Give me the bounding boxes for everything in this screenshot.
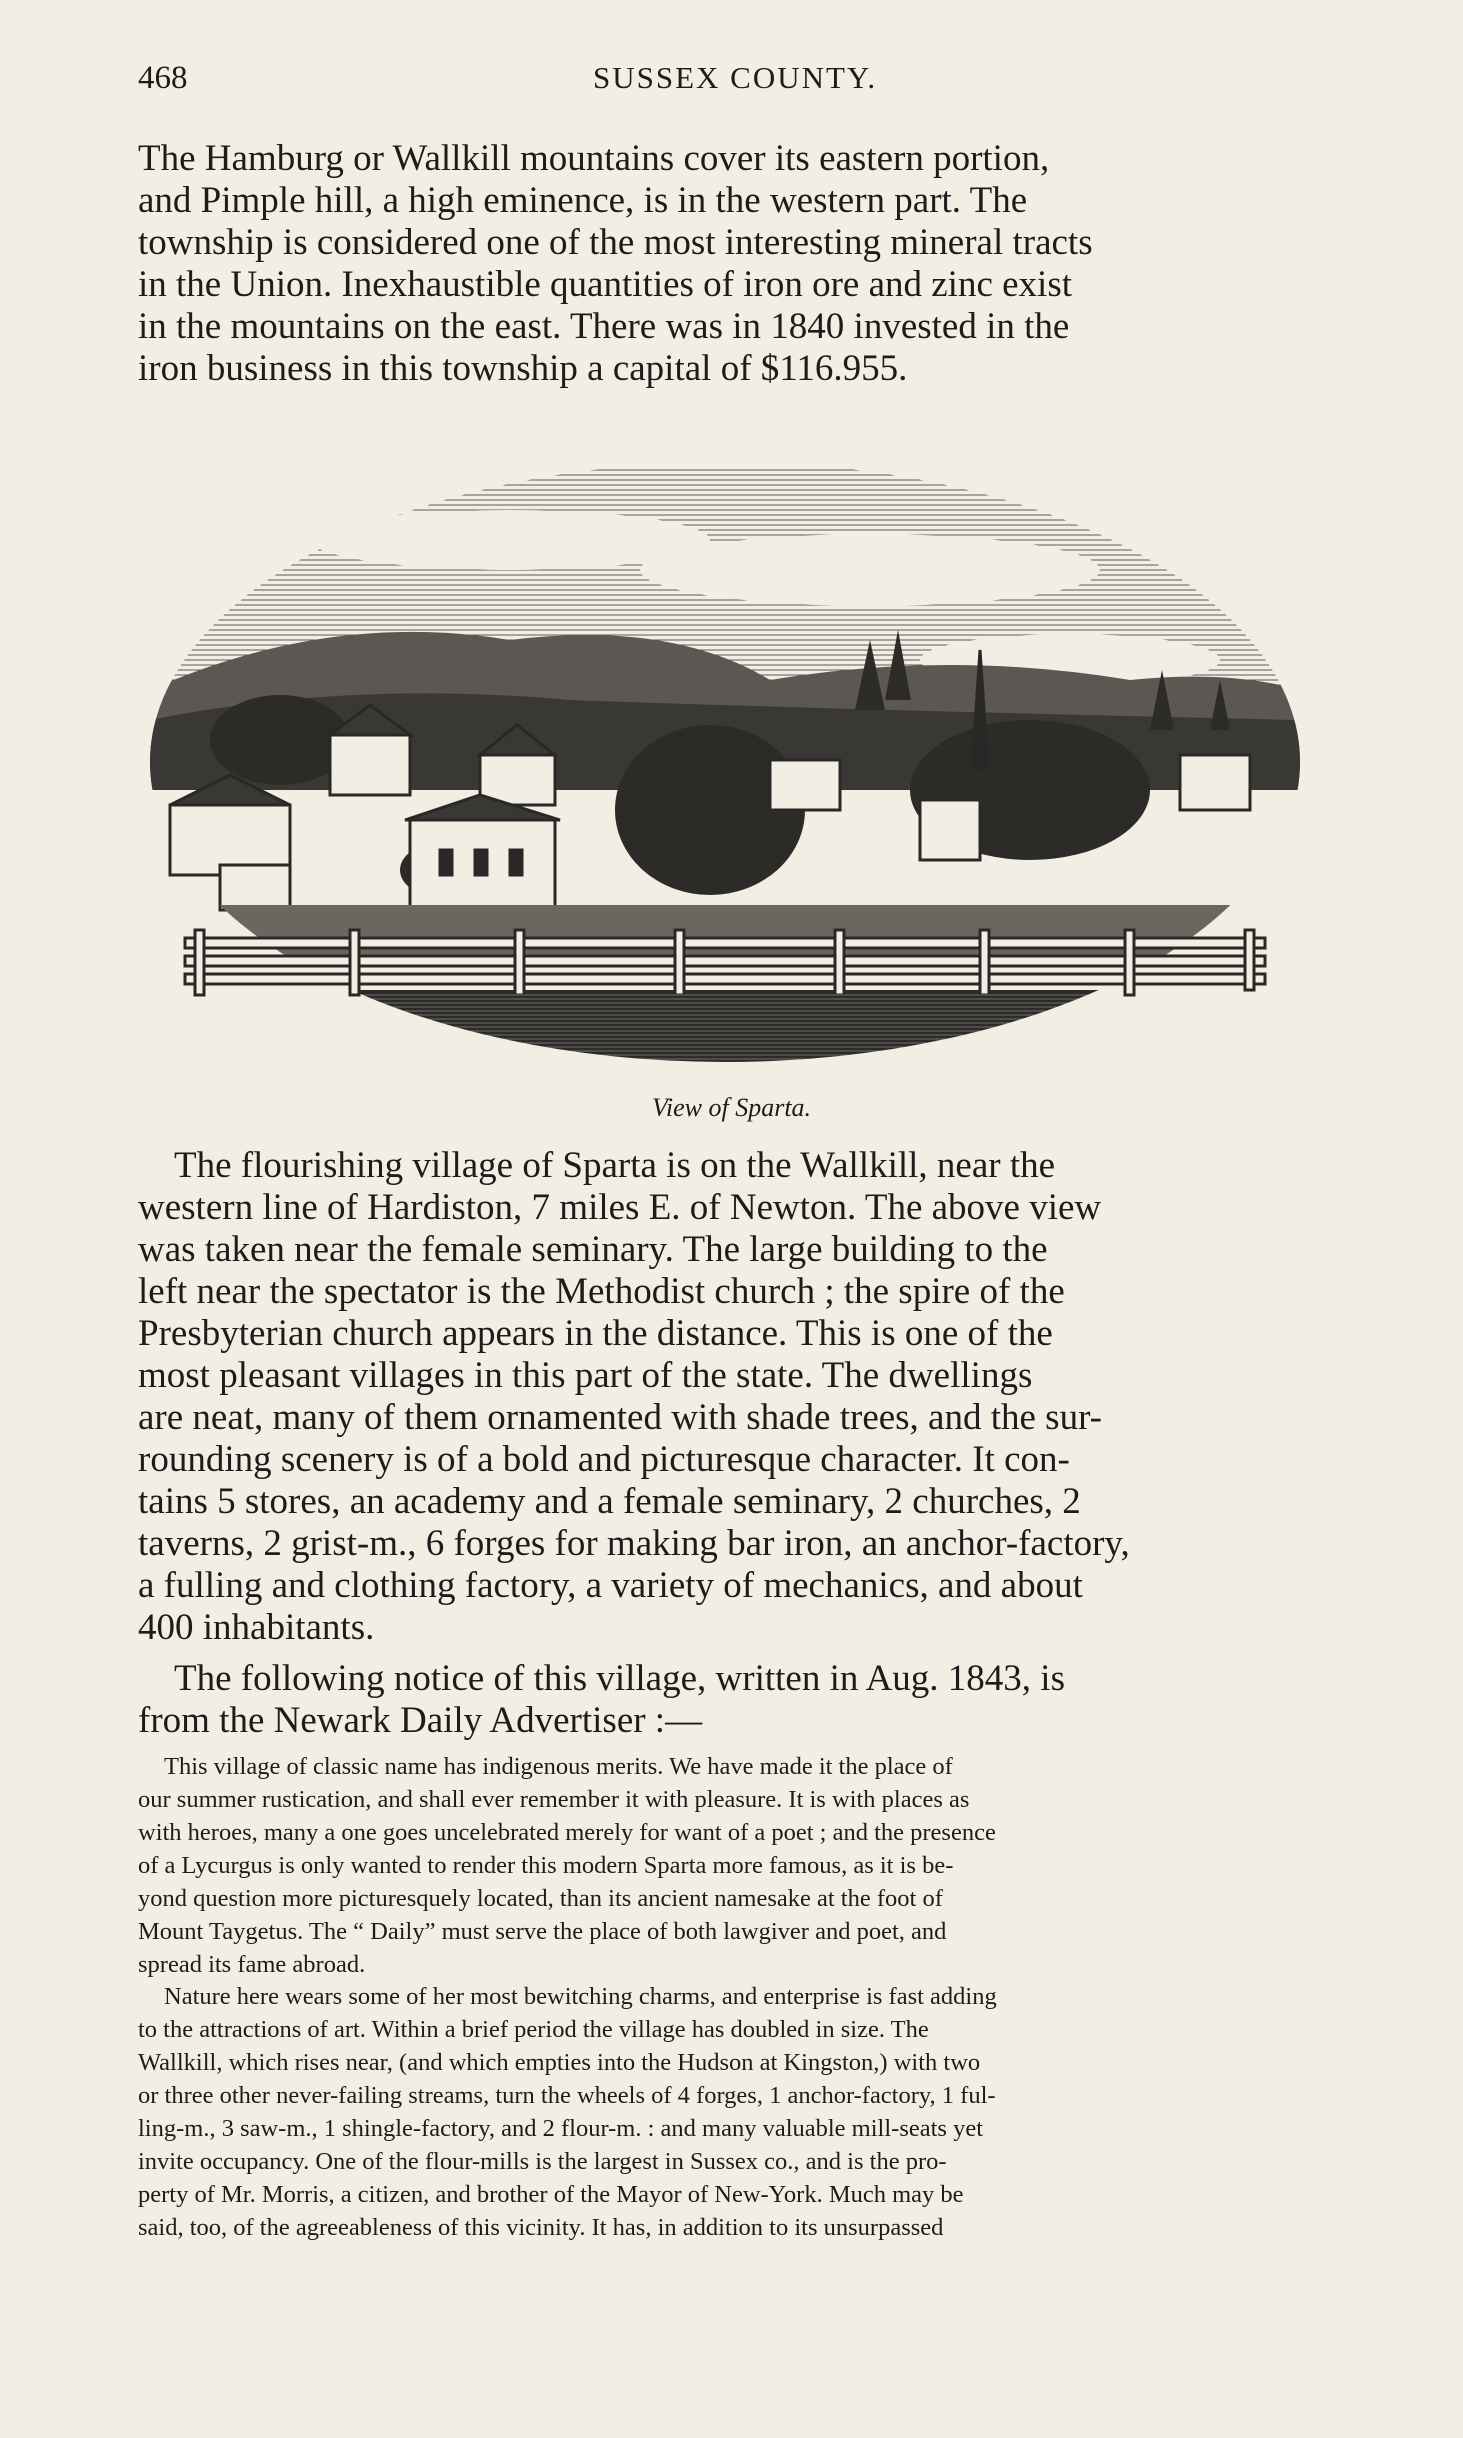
- text-line: ling-m., 3 saw-m., 1 shingle-factory, and 2 flour-m. : and many valuable mill-seats yet: [138, 2115, 983, 2142]
- text-line: a fulling and clothing factory, a variety of mechanics, and about: [138, 1565, 1083, 1606]
- text-line: The flourishing village of Sparta is on the Wallkill, near the: [174, 1145, 1056, 1186]
- quoted-paragraph-2: [138, 1980, 1348, 2244]
- text-line: rounding scenery is of a bold and picturesque character. It con-: [138, 1439, 1070, 1480]
- text-line: Presbyterian church appears in the distance. This is one of the: [138, 1313, 1053, 1354]
- text-line: or three other never-failing streams, turn the wheels of 4 forges, 1 anchor-factory, 1 ful-: [138, 2082, 996, 2109]
- text-line: our summer rustication, and shall ever remember it with pleasure. It is with places as: [138, 1786, 970, 1813]
- sparta-engraving: [150, 450, 1300, 1080]
- text-line: iron business in this township a capital of $116.955.: [138, 348, 908, 389]
- sparta-paragraph: [138, 1145, 1348, 1649]
- text-line: Wallkill, which rises near, (and which empties into the Hudson at Kingston,) with two: [138, 2049, 981, 2076]
- text-line: and Pimple hill, a high eminence, is in the western part. The: [138, 180, 1028, 221]
- quoted-paragraph-1: [138, 1750, 1348, 1981]
- text-line: left near the spectator is the Methodist church ; the spire of the: [138, 1271, 1065, 1312]
- text-line: with heroes, many a one goes uncelebrated merely for want of a poet ; and the presence: [138, 1819, 996, 1846]
- text-line: invite occupancy. One of the flour-mills is the largest in Sussex co., and is the pro-: [138, 2148, 947, 2175]
- text-line: of a Lycurgus is only wanted to render this modern Sparta more famous, as it is be-: [138, 1852, 954, 1879]
- page-header: [138, 60, 1338, 104]
- running-title: SUSSEX COUNTY.: [593, 60, 878, 95]
- text-line: The Hamburg or Wallkill mountains cover its eastern portion,: [138, 138, 1050, 179]
- engraving-illustration: [150, 450, 1300, 1080]
- fence: [185, 930, 1265, 995]
- text-line: yond question more picturesquely located, than its ancient namesake at the foot of: [138, 1885, 943, 1912]
- text-line: This village of classic name has indigenous merits. We have made it the place of: [164, 1753, 953, 1780]
- text-line: spread its fame abroad.: [138, 1951, 366, 1978]
- text-line: western line of Hardiston, 7 miles E. of Newton. The above view: [138, 1187, 1102, 1228]
- text-line: said, too, of the agreeableness of this vicinity. It has, in addition to its unsurpassed: [138, 2214, 944, 2241]
- text-line: Nature here wears some of her most bewitching charms, and enterprise is fast adding: [164, 1983, 997, 2010]
- text-line: most pleasant villages in this part of the state. The dwellings: [138, 1355, 1033, 1396]
- text-line: tains 5 stores, an academy and a female seminary, 2 churches, 2: [138, 1481, 1081, 1522]
- text-line: to the attractions of art. Within a brief period the village has doubled in size. The: [138, 2016, 929, 2043]
- text-line: taverns, 2 grist-m., 6 forges for making bar iron, an anchor-factory,: [138, 1523, 1130, 1564]
- figure-caption: View of Sparta.: [651, 1093, 812, 1122]
- page-number: 468: [138, 60, 188, 96]
- text-line: in the mountains on the east. There was in 1840 invested in the: [138, 306, 1070, 347]
- intro-paragraph: [138, 138, 1348, 390]
- text-line: are neat, many of them ornamented with shade trees, and the sur-: [138, 1397, 1102, 1438]
- notice-paragraph: [138, 1658, 1348, 1742]
- text-line: perty of Mr. Morris, a citizen, and brother of the Mayor of New-York. Much may be: [138, 2181, 964, 2208]
- text-line: township is considered one of the most interesting mineral tracts: [138, 222, 1093, 263]
- text-line: in the Union. Inexhaustible quantities of iron ore and zinc exist: [138, 264, 1073, 305]
- text-line: Mount Taygetus. The “ Daily” must serve the place of both lawgiver and poet, and: [138, 1918, 947, 1945]
- text-line: The following notice of this village, written in Aug. 1843, is: [174, 1658, 1065, 1699]
- text-line: 400 inhabitants.: [138, 1607, 375, 1648]
- text-line: from the Newark Daily Advertiser :—: [138, 1700, 703, 1741]
- text-line: was taken near the female seminary. The large building to the: [138, 1229, 1048, 1270]
